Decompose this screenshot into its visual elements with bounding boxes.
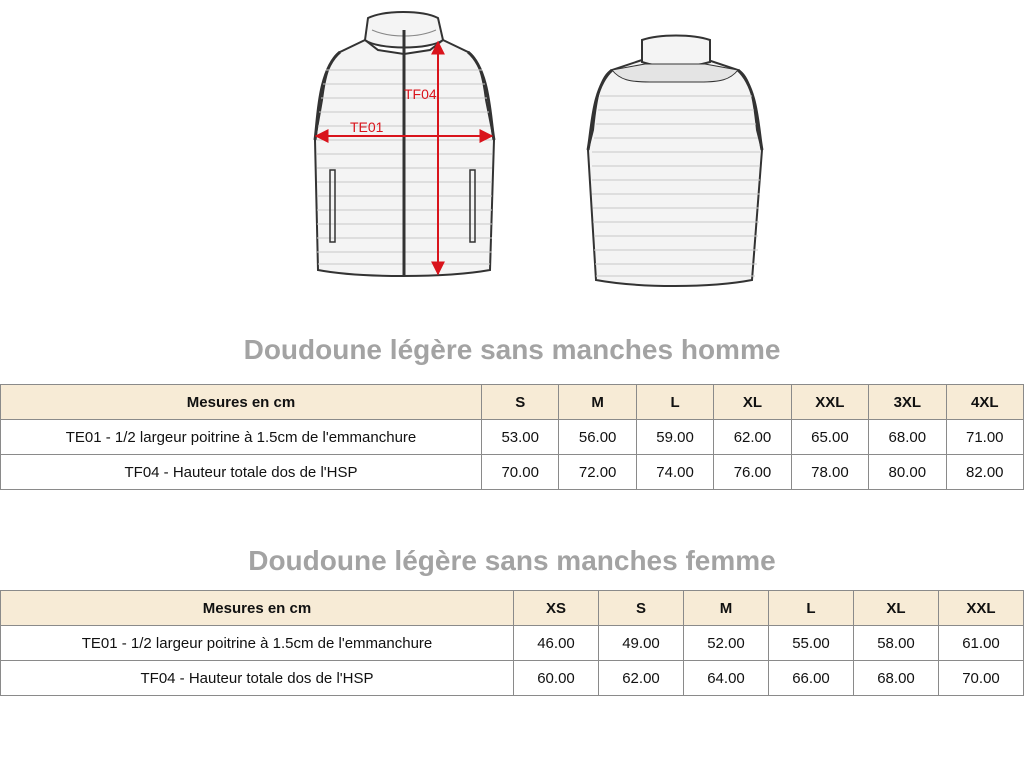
header-cell: XS [514,591,599,626]
table-cell: 58.00 [854,626,939,661]
table-cell: 49.00 [599,626,684,661]
table-cell: 55.00 [769,626,854,661]
header-cell: 3XL [869,385,946,420]
header-cell: 4XL [946,385,1023,420]
header-cell: Mesures en cm [1,591,514,626]
vest-back-drawing [588,36,762,287]
header-cell: XL [714,385,791,420]
header-cell: XXL [939,591,1024,626]
te01-label: TE01 [350,119,384,135]
table-cell: 76.00 [714,455,791,490]
femme-header-row [1,591,1024,626]
row-label: TF04 - Hauteur totale dos de l'HSP [1,661,514,696]
table-cell: 74.00 [636,455,713,490]
header-cell: S [482,385,559,420]
homme-header-row [1,385,1024,420]
table-cell: 72.00 [559,455,636,490]
table-cell: 78.00 [791,455,868,490]
table-cell: 52.00 [684,626,769,661]
row-label: TF04 - Hauteur totale dos de l'HSP [1,455,482,490]
table-cell: 71.00 [946,420,1023,455]
header-cell: L [769,591,854,626]
table-cell: 65.00 [791,420,868,455]
femme-size-table [0,590,1024,696]
header-cell: XL [854,591,939,626]
femme-title: Doudoune légère sans manches femme [248,545,776,576]
table-cell: 68.00 [869,420,946,455]
homme-title: Doudoune légère sans manches homme [243,334,781,365]
header-cell: M [684,591,769,626]
table-row [1,455,1024,490]
table-cell: 70.00 [482,455,559,490]
header-cell: M [559,385,636,420]
table-row [1,626,1024,661]
tf04-label: TF04 [404,86,437,102]
table-cell: 68.00 [854,661,939,696]
table-cell: 62.00 [714,420,791,455]
vest-illustration [290,5,770,295]
table-cell: 56.00 [559,420,636,455]
table-cell: 53.00 [482,420,559,455]
header-cell: XXL [791,385,868,420]
row-label: TE01 - 1/2 largeur poitrine à 1.5cm de l'emmanchure [1,420,482,455]
header-cell: Mesures en cm [1,385,482,420]
homme-size-table [0,384,1024,490]
table-row [1,420,1024,455]
table-cell: 62.00 [599,661,684,696]
header-cell: L [636,385,713,420]
table-cell: 64.00 [684,661,769,696]
header-cell: S [599,591,684,626]
table-cell: 60.00 [514,661,599,696]
table-row [1,661,1024,696]
table-cell: 66.00 [769,661,854,696]
table-cell: 46.00 [514,626,599,661]
table-cell: 61.00 [939,626,1024,661]
table-cell: 59.00 [636,420,713,455]
table-cell: 82.00 [946,455,1023,490]
vest-front-drawing [315,12,494,276]
table-cell: 70.00 [939,661,1024,696]
table-cell: 80.00 [869,455,946,490]
row-label: TE01 - 1/2 largeur poitrine à 1.5cm de l'emmanchure [1,626,514,661]
